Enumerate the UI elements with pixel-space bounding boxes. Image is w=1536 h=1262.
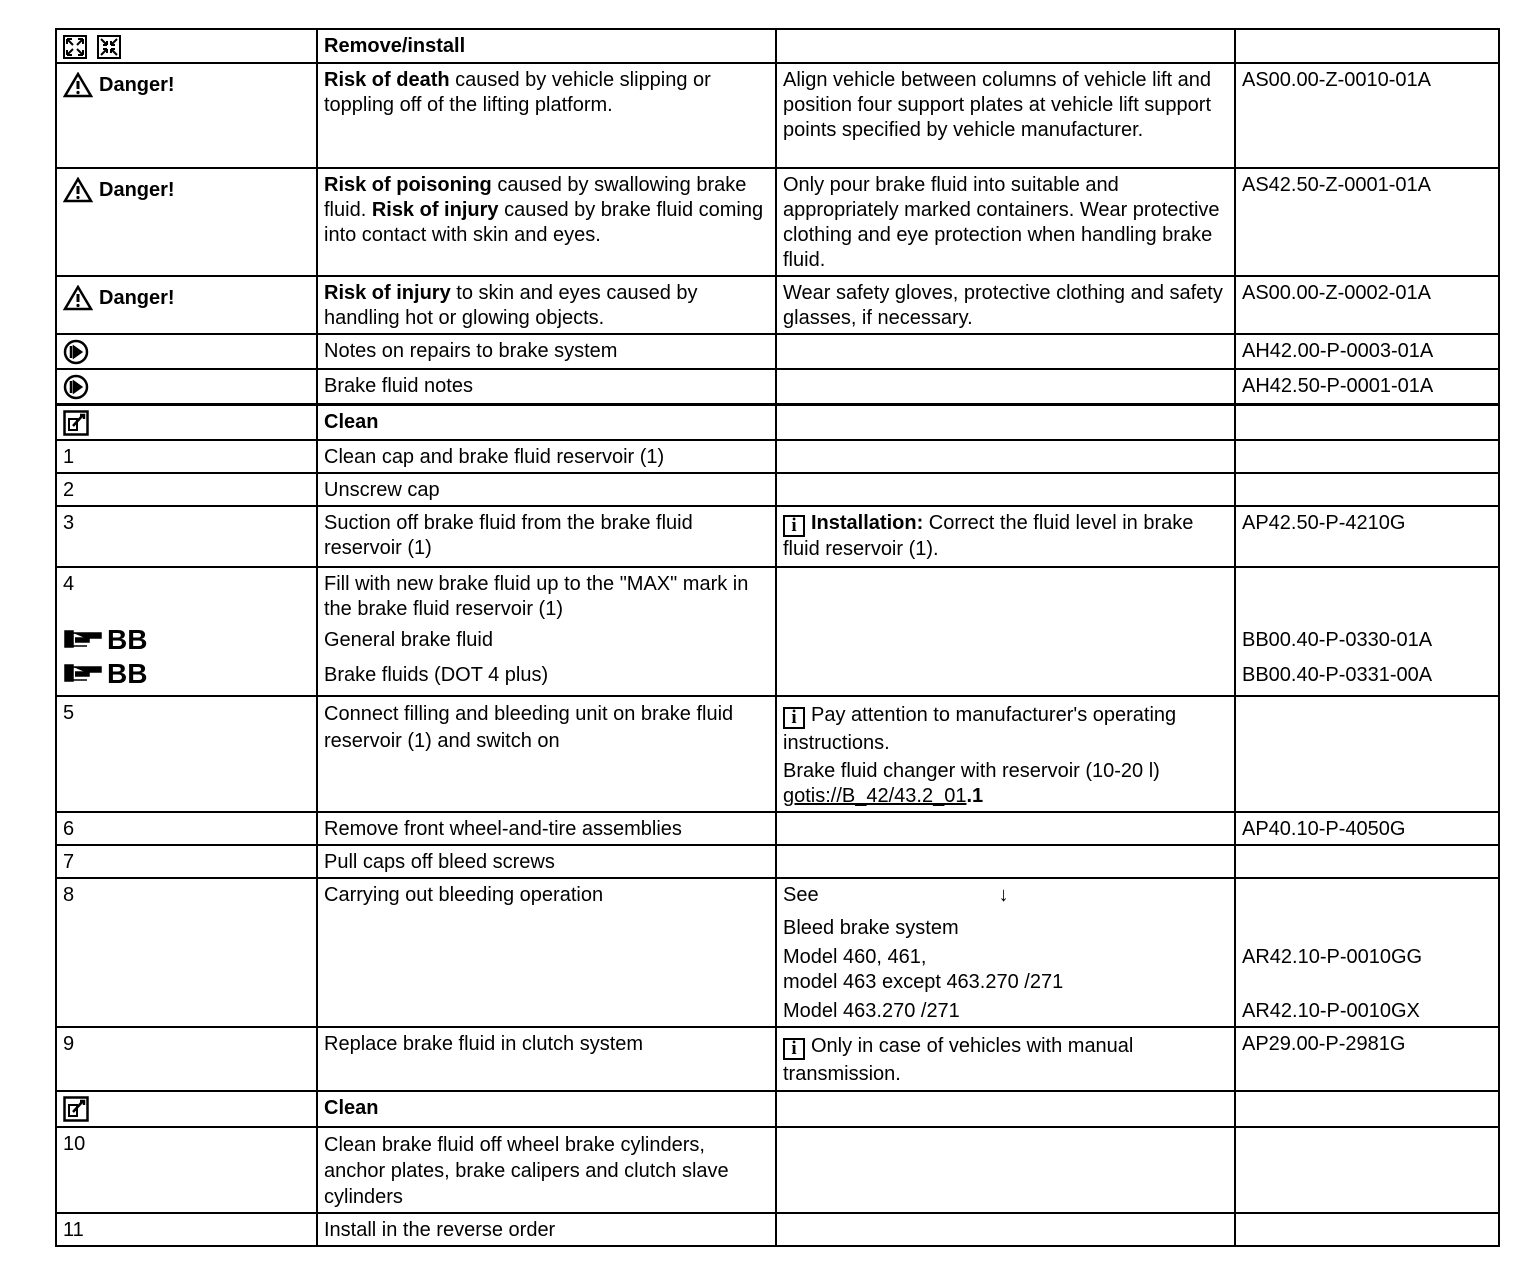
header-icons <box>56 29 317 63</box>
hazard-ref[interactable]: AS42.50-Z-0001-01A <box>1235 168 1499 276</box>
clean-icon <box>63 1096 89 1122</box>
step-row <box>56 878 1499 1027</box>
clean-row <box>56 404 1499 440</box>
tool-name: Brake fluid changer with reservoir (10-20 l) <box>783 760 1160 782</box>
procedure-table <box>55 28 1500 1247</box>
hazard-ref[interactable]: AS00.00-Z-0002-01A <box>1235 276 1499 334</box>
model-line: Model 463.270 /271 <box>783 1000 960 1022</box>
hazard-description: Risk of death caused by vehicle slipping or toppling off of the lifting platform. <box>317 63 776 168</box>
warning-icon <box>63 72 93 98</box>
step-row <box>56 1213 1499 1246</box>
hazard-measure: Align vehicle between columns of vehicle lift and position four support plates at vehicle lift support points specified by vehicle manufacturer. <box>776 63 1235 168</box>
step-ref[interactable]: AP42.50-P-4210G <box>1235 506 1499 567</box>
step-number: 8 <box>56 878 317 1027</box>
header-title: Remove/install <box>317 29 776 63</box>
hazard-row <box>56 63 1499 168</box>
step-row <box>56 440 1499 473</box>
step-text: Install in the reverse order <box>317 1213 776 1246</box>
danger-label: Danger! <box>63 285 175 311</box>
step-text: Suction off brake fluid from the brake fluid reservoir (1) <box>317 506 776 567</box>
step-row <box>56 1027 1499 1091</box>
model-line: Model 460, 461, <box>783 946 927 968</box>
step-number: 5 <box>56 696 317 812</box>
info-icon: i <box>783 515 805 537</box>
danger-label: Danger! <box>63 177 175 203</box>
info-icon: i <box>783 1038 805 1060</box>
warning-icon <box>63 177 93 203</box>
sub-item: General brake fluid <box>324 629 493 651</box>
step-text: Pull caps off bleed screws <box>317 845 776 878</box>
step-row <box>56 812 1499 845</box>
step-number: 7 <box>56 845 317 878</box>
step-ref[interactable]: AP29.00-P-2981G <box>1235 1027 1499 1091</box>
step-ref[interactable]: AR42.10-P-0010GG <box>1242 946 1423 968</box>
clean-label: Clean <box>317 404 776 440</box>
clean-label: Clean <box>317 1091 776 1127</box>
model-line: model 463 except 463.270 /271 <box>783 971 1064 993</box>
step-row <box>56 567 1499 696</box>
see-label: See <box>783 884 819 906</box>
note-arrow-icon <box>63 339 89 365</box>
step-text: Unscrew cap <box>317 473 776 506</box>
step-note: i Installation: Correct the fluid level in brake fluid reservoir (1). <box>776 506 1235 567</box>
step-number: 6 <box>56 812 317 845</box>
step-number: 10 <box>56 1127 317 1213</box>
step-text: Connect filling and bleeding unit on brake fluid reservoir (1) and switch on <box>317 696 776 812</box>
step-number: 3 <box>56 506 317 567</box>
hazard-measure: Wear safety gloves, protective clothing and safety glasses, if necessary. <box>776 276 1235 334</box>
sub-item: Brake fluids (DOT 4 plus) <box>324 664 549 686</box>
tool-link-line: gotis://B_42/43.2_01.1 <box>783 785 984 807</box>
step-row <box>56 1127 1499 1213</box>
step-note: i Pay attention to manufacturer's operating instructions. <box>783 704 1177 754</box>
hazard-ref[interactable]: AS00.00-Z-0010-01A <box>1235 63 1499 168</box>
step-number: 4 <box>63 573 75 595</box>
clean-icon <box>63 410 89 436</box>
danger-label: Danger! <box>63 72 175 98</box>
collapse-icon[interactable] <box>97 35 121 59</box>
bleed-title: Bleed brake system <box>783 917 959 939</box>
step-ref[interactable]: AR42.10-P-0010GX <box>1242 1000 1420 1022</box>
warning-icon <box>63 285 93 311</box>
step-number: 9 <box>56 1027 317 1091</box>
step-number: 1 <box>56 440 317 473</box>
hazard-row <box>56 276 1499 334</box>
note-ref[interactable]: AH42.50-P-0001-01A <box>1235 369 1499 404</box>
hazard-measure: Only pour brake fluid into suitable and appropriately marked containers. Wear protective clothing and eye protection when handling brake fluid. <box>776 168 1235 276</box>
note-text: Brake fluid notes <box>317 369 776 404</box>
step-ref[interactable]: AP40.10-P-4050G <box>1235 812 1499 845</box>
step-row <box>56 845 1499 878</box>
step-text: Clean brake fluid off wheel brake cylinders, anchor plates, brake calipers and clutch slave cylinders <box>317 1127 776 1213</box>
step-ref[interactable]: BB00.40-P-0331-00A <box>1242 664 1433 686</box>
note-row <box>56 369 1499 404</box>
hazard-row <box>56 168 1499 276</box>
note-ref[interactable]: AH42.00-P-0003-01A <box>1235 334 1499 369</box>
down-arrow-icon[interactable]: ↓ <box>998 884 1009 906</box>
note-row <box>56 334 1499 369</box>
tool-link[interactable]: gotis://B_42/43.2_01 <box>783 785 967 807</box>
pointing-hand-icon <box>63 627 103 651</box>
bb-reference: BB <box>63 622 310 656</box>
note-text: Notes on repairs to brake system <box>317 334 776 369</box>
info-icon: i <box>783 707 805 729</box>
bb-reference: BB <box>63 656 310 690</box>
pointing-hand-icon <box>63 661 103 685</box>
step-text: Carrying out bleeding operation <box>317 878 776 1027</box>
note-arrow-icon <box>63 374 89 400</box>
step-ref[interactable]: BB00.40-P-0330-01A <box>1242 629 1433 651</box>
hazard-description: Risk of poisoning caused by swallowing brake fluid. Risk of injury caused by brake fluid coming into contact with skin and eyes. <box>317 168 776 276</box>
step-row <box>56 473 1499 506</box>
step-row <box>56 506 1499 567</box>
step-row <box>56 696 1499 812</box>
expand-icon[interactable] <box>63 35 87 59</box>
step-note: i Only in case of vehicles with manual transmission. <box>776 1027 1235 1091</box>
hazard-description: Risk of injury to skin and eyes caused by handling hot or glowing objects. <box>317 276 776 334</box>
step-number: 11 <box>56 1213 317 1246</box>
step-text: Fill with new brake fluid up to the "MAX" mark in the brake fluid reservoir (1) <box>324 573 749 620</box>
clean-row <box>56 1091 1499 1127</box>
step-text: Replace brake fluid in clutch system <box>317 1027 776 1091</box>
header-row <box>56 29 1499 63</box>
step-text: Remove front wheel-and-tire assemblies <box>317 812 776 845</box>
step-number: 2 <box>56 473 317 506</box>
step-text: Clean cap and brake fluid reservoir (1) <box>317 440 776 473</box>
